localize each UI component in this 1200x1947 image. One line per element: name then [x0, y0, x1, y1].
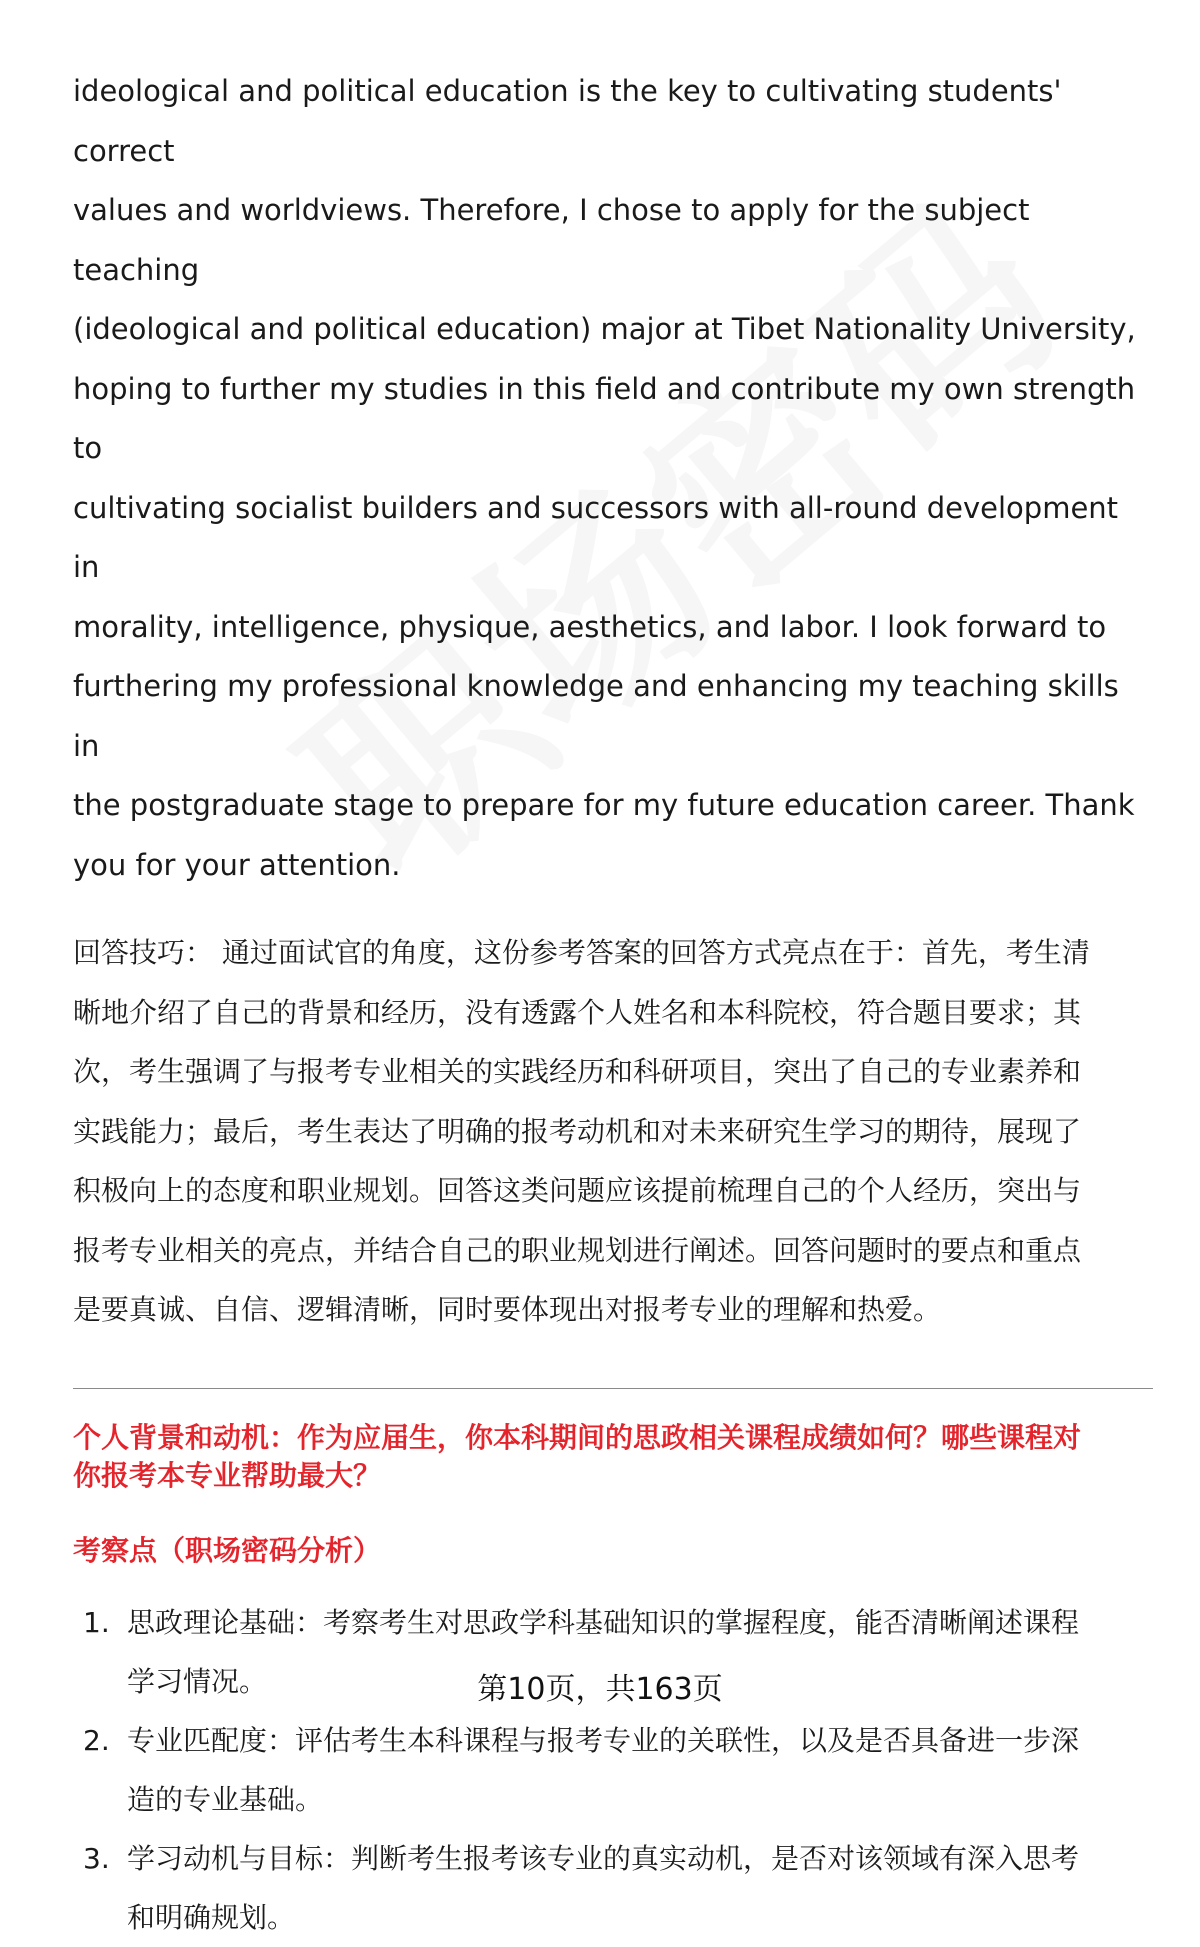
list-item — [73, 1711, 1153, 1829]
text-line: 你报考本专业帮助最大？ — [73, 1458, 382, 1492]
text-line: 积极向上的态度和职业规划。回答这类问题应该提前梳理自己的个人经历，突出与 — [73, 1174, 1082, 1207]
text-line: 实践能力；最后，考生表达了明确的报考动机和对未来研究生学习的期待，展现了 — [73, 1114, 1082, 1148]
list-item-number: 2. — [83, 1723, 110, 1757]
document-page — [73, 62, 1153, 1947]
question-heading — [73, 1419, 1153, 1495]
text-line: 学习情况。 — [127, 1664, 268, 1698]
text-line: values and worldviews. Therefore, I chose to apply for the subject teaching — [73, 193, 1030, 287]
list-item — [73, 1829, 1153, 1947]
text-line: 晰地介绍了自己的背景和经历，没有透露个人姓名和本科院校，符合题目要求；其 — [73, 995, 1082, 1029]
page-number-footer: 第10页，共163页 — [477, 1672, 723, 1707]
text-line: 和明确规划。 — [127, 1900, 296, 1934]
text-line: hoping to further my studies in this field and contribute my own strength to — [73, 371, 1136, 465]
assessment-points-heading: 考察点（职场密码分析） — [73, 1533, 382, 1567]
list-item-number: 3. — [83, 1841, 110, 1875]
text-line: 回答技巧： 通过面试官的角度，这份参考答案的回答方式亮点在于：首先，考生清 — [73, 936, 1090, 969]
text-line: the postgraduate stage to prepare for my future education career. Thank — [73, 788, 1135, 822]
text-line: you for your attention. — [73, 847, 401, 882]
text-line: 专业匹配度：评估考生本科课程与报考专业的关联性，以及是否具备进一步深 — [127, 1723, 1080, 1757]
text-line: 是要真诚、自信、逻辑清晰，同时要体现出对报考专业的理解和热爱。 — [73, 1293, 942, 1326]
list-item-number: 1. — [83, 1605, 110, 1639]
text-line: (ideological and political education) major at Tibet Nationality University, — [73, 312, 1136, 346]
text-line: 思政理论基础：考察考生对思政学科基础知识的掌握程度，能否清晰阐述课程 — [127, 1605, 1080, 1639]
text-line: 报考专业相关的亮点，并结合自己的职业规划进行阐述。回答问题时的要点和重点 — [73, 1233, 1082, 1267]
text-line: 学习动机与目标：判断考生报考该专业的真实动机，是否对该领域有深入思考 — [127, 1841, 1080, 1875]
text-line: 造的专业基础。 — [127, 1782, 324, 1816]
text-line: cultivating socialist builders and successors with all-round development in — [73, 490, 1119, 584]
section-divider — [73, 1388, 1153, 1389]
answer-paragraph-english — [73, 62, 1153, 895]
text-line: 个人背景和动机：作为应届生，你本科期间的思政相关课程成绩如何？哪些课程对 — [73, 1420, 1082, 1454]
answer-tips-paragraph — [73, 923, 1153, 1340]
text-line: ideological and political education is the key to cultivating students' correct — [73, 74, 1062, 168]
text-line: 次，考生强调了与报考专业相关的实践经历和科研项目，突出了自己的专业素养和 — [73, 1055, 1082, 1088]
assessment-points-list — [73, 1593, 1153, 1947]
text-line: furthering my professional knowledge and enhancing my teaching skills in — [73, 669, 1119, 763]
text-line: morality, intelligence, physique, aesthetics, and labor. I look forward to — [73, 609, 1107, 644]
